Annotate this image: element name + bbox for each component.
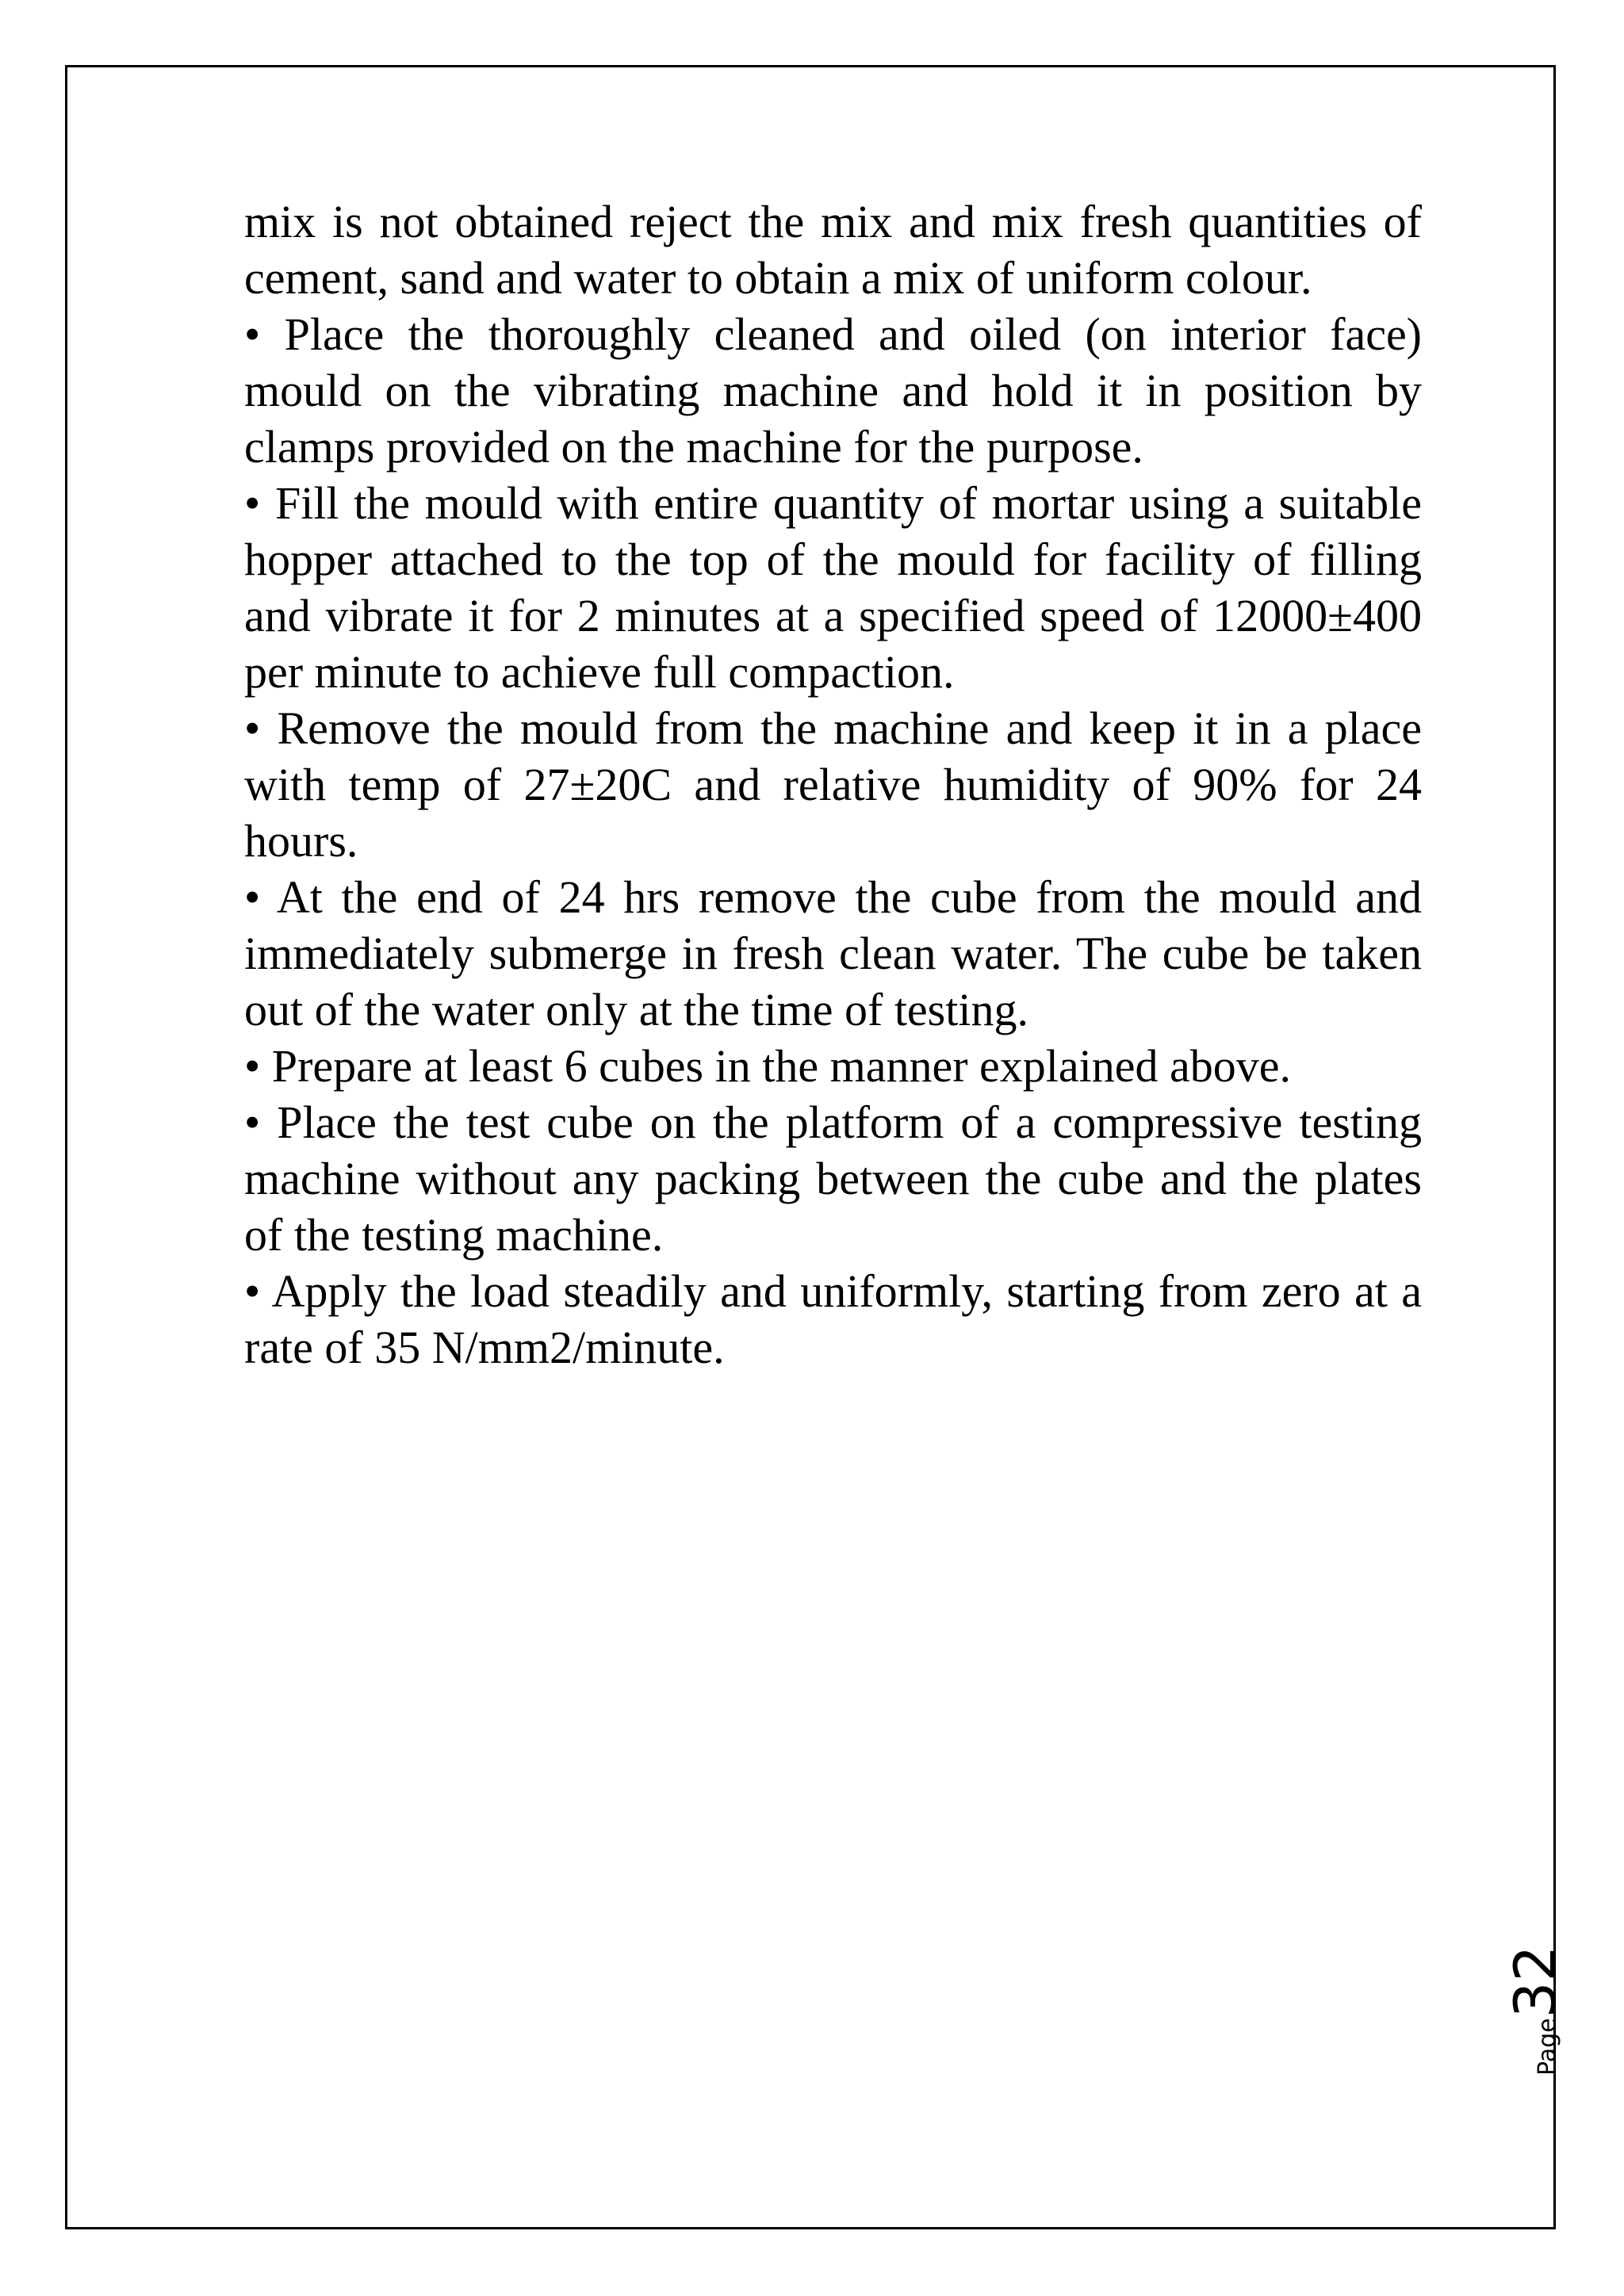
paragraph-remove-mould: • Remove the mould from the machine and keep it in a place with temp of 27±20C and relative humidity of 90% for 24 hours. <box>244 702 1422 867</box>
paragraph-submerge-cube: • At the end of 24 hrs remove the cube from the mould and immediately submerge in fresh clean water. The cube be taken out of the water only at the time of testing. <box>244 871 1422 1035</box>
paragraph-mix-continuation: mix is not obtained reject the mix and mix fresh quantities of cement, sand and water to obtain a mix of uniform colour. <box>244 196 1422 304</box>
paragraph-prepare-cubes: • Prepare at least 6 cubes in the manner explained above. <box>244 1040 1291 1092</box>
document-body <box>244 193 1422 1376</box>
page-number <box>1502 1945 1568 2076</box>
paragraph-place-mould: • Place the thoroughly cleaned and oiled (on interior face) mould on the vibrating machine and hold it in position by clamps provided on the machine for the purpose. <box>244 308 1422 473</box>
paragraph-apply-load: • Apply the load steadily and uniformly, starting from zero at a rate of 35 N/mm2/minute. <box>244 1265 1422 1373</box>
page-label: Page <box>1534 2018 1561 2076</box>
paragraph-place-test-cube: • Place the test cube on the platform of a compressive testing machine without any packing between the cube and the plates of the testing machine. <box>244 1096 1422 1261</box>
paragraph-fill-mould: • Fill the mould with entire quantity of mortar using a suitable hopper attached to the top of the mould for facility of filling and vibrate it for 2 minutes at a specified speed of 12000±400 per minute to achieve full compaction. <box>244 477 1422 698</box>
page-number-value: 32 <box>1502 1945 1568 2019</box>
